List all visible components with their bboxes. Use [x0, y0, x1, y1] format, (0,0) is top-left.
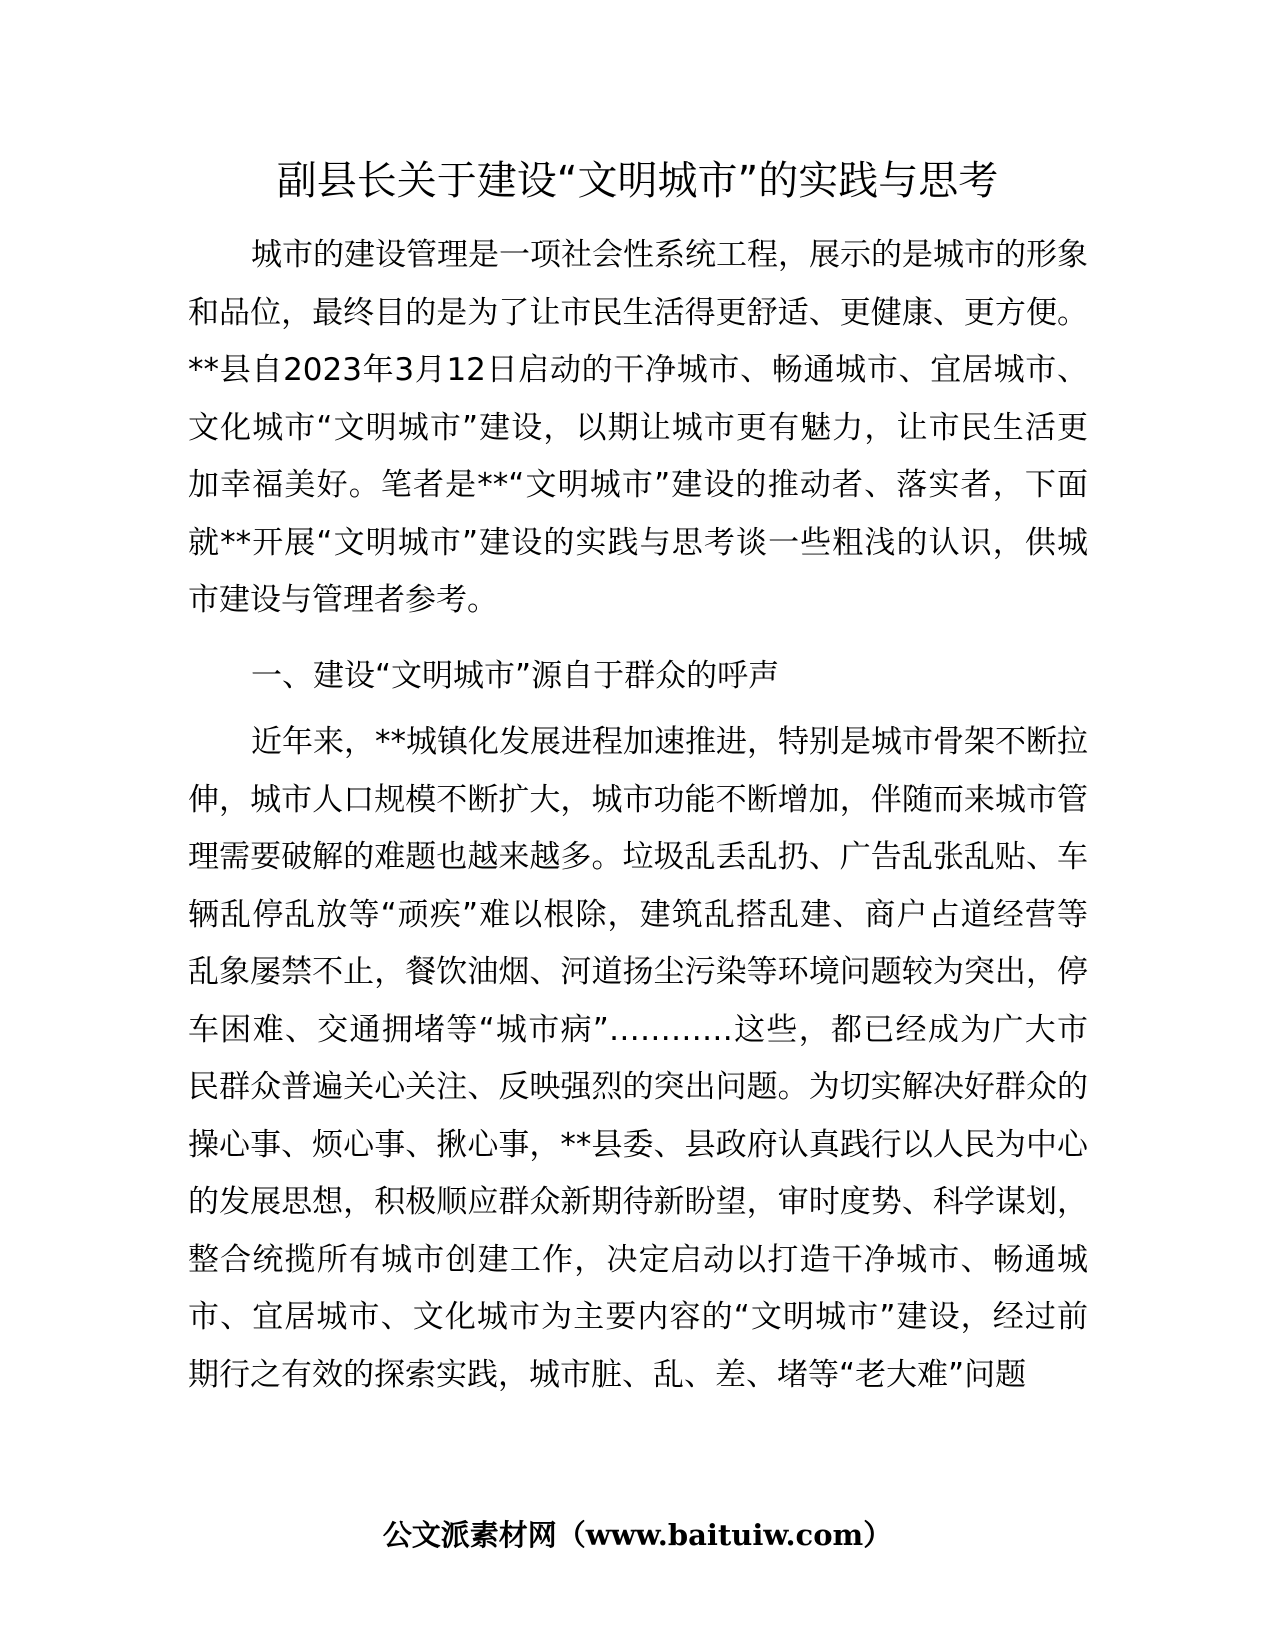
- body-paragraph: 近年来，**城镇化发展进程加速推进，特别是城市骨架不断拉伸，城市人口规模不断扩大，城市功能不断增加，伴随而来城市管理需要破解的难题也越来越多。垃圾乱丢乱扔、广告乱张乱贴、车辆乱停乱放等“顽疾”难以根除，建筑乱搭乱建、商户占道经营等乱象屡禁不止，餐饮油烟、河道扬尘污染等环境问题较为突出，停车困难、交通拥堵等“城市病”…………这些，都已经成为广大市民群众普遍关心关注、反映强烈的突出问题。为切实解决好群众的操心事、烦心事、揪心事，**县委、县政府认真践行以人民为中心的发展思想，积极顺应群众新期待新盼望，审时度势、科学谋划，整合统揽所有城市创建工作，决定启动以打造干净城市、畅通城市、宜居城市、文化城市为主要内容的“文明城市”建设，经过前期行之有效的探索实践，城市脏、乱、差、堵等“老大难”问题: [188, 724, 1088, 1393]
- document-title: 副县长关于建设“文明城市”的实践与思考: [276, 158, 999, 204]
- footer-watermark: 公文派素材网（www.baituiw.com）: [382, 1518, 893, 1552]
- intro-paragraph: 城市的建设管理是一项社会性系统工程，展示的是城市的形象和品位，最终目的是为了让市民生活得更舒适、更健康、更方便。**县自2023年3月12日启动的干净城市、畅通城市、宜居城市、文化城市“文明城市”建设，以期让城市更有魅力，让市民生活更加幸福美好。笔者是**“文明城市”建设的推动者、落实者，下面就**开展“文明城市”建设的实践与思考谈一些粗浅的认识，供城市建设与管理者参考。: [188, 237, 1088, 618]
- section-heading: 一、建设“文明城市”源自于群众的呼声: [251, 658, 780, 694]
